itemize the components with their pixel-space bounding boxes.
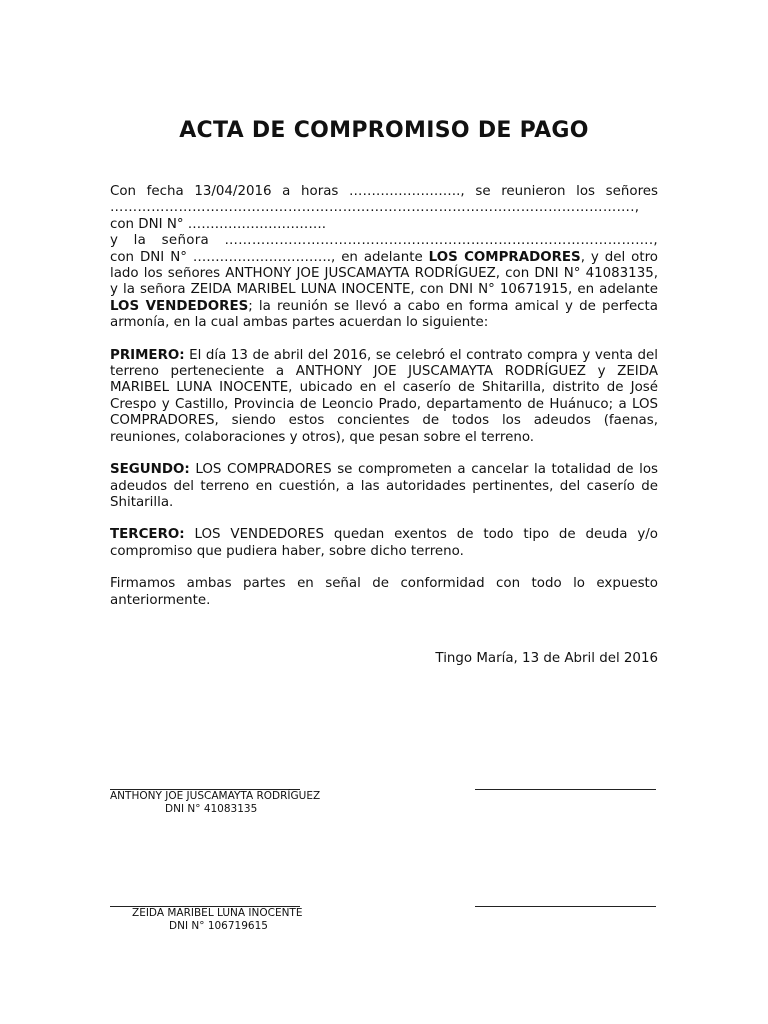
intro-line-4: y la señora …………………………………………………………………………………., xyxy=(110,233,658,249)
compradores-label: LOS COMPRADORES xyxy=(428,249,581,265)
clause-segundo-text: LOS COMPRADORES se comprometen a cancelar la totalidad de los adeudos del terreno en cuestión, a las autoridades pertinentes, del caserío de Shitarilla. xyxy=(110,462,658,510)
signature-line-right-1 xyxy=(475,789,656,790)
document-body xyxy=(110,184,658,609)
intro-line-1: Con fecha 13/04/2016 a horas ……………………., se reunieron los señores xyxy=(110,184,658,199)
clause-tercero xyxy=(110,527,658,560)
intro-line-5b: , y del otro lado los señores ANTHONY JOE JUSCAMAYTA RODRÍGUEZ, con DNI N° 41083135, y la señora ZEIDA MARIBEL LUNA INOCENTE, con DNI N° 10671915, en adelante xyxy=(110,249,658,298)
signature-name-2: ZEIDA MARIBEL LUNA INOCENTE xyxy=(132,907,303,919)
intro-line-5c: ; la reunión se llevó a cabo en forma amical y de perfecta armonía, en la cual ambas partes acuerdan lo siguiente: xyxy=(110,298,658,331)
signature-name-1: ANTHONY JOE JUSCAMAYTA RODRÍGUEZ xyxy=(110,790,321,802)
intro-line-5a: con DNI N° …………………………., en adelante xyxy=(110,249,429,265)
signature-line-right-2 xyxy=(475,906,656,907)
intro-line-3: con DNI N° …………………………. xyxy=(110,216,326,232)
intro-line-2: ……………………………………………………………………………………………………., xyxy=(110,200,640,216)
clause-tercero-label: TERCERO: xyxy=(110,527,185,543)
clause-segundo xyxy=(110,462,658,511)
signature-dni-2: DNI N° 106719615 xyxy=(169,920,268,932)
clause-primero-text: El día 13 de abril del 2016, se celebró el contrato compra y venta del terreno perteneciente a ANTHONY JOE JUSCAMAYTA RODRÍGUEZ y ZEIDA MARIBEL LUNA INOCENTE, ubicado en el caserío de Shitarilla, distrito de José Crespo y Castillo, Provincia de Leoncio Prado, departamento de Huánuco; a LOS COMPRADORES, siendo estos concientes de todos los adeudos (faenas, reuniones, colaboraciones y otros), que pesan sobre el terreno. xyxy=(110,347,658,445)
document-title: ACTA DE COMPROMISO DE PAGO xyxy=(179,118,589,143)
clause-primero xyxy=(110,348,658,446)
place-date: Tingo María, 13 de Abril del 2016 xyxy=(435,651,658,666)
clause-tercero-text: LOS VENDEDORES quedan exentos de todo tipo de deuda y/o compromiso que pudiera haber, sobre dicho terreno. xyxy=(110,527,658,559)
vendedores-label: LOS VENDEDORES xyxy=(110,298,249,314)
closing-paragraph: Firmamos ambas partes en señal de conformidad con todo lo expuesto anteriormente. xyxy=(110,576,658,608)
intro-paragraph xyxy=(110,184,658,332)
clause-primero-label: PRIMERO: xyxy=(110,347,185,363)
clause-segundo-label: SEGUNDO: xyxy=(110,462,190,478)
signature-dni-1: DNI N° 41083135 xyxy=(165,803,258,815)
